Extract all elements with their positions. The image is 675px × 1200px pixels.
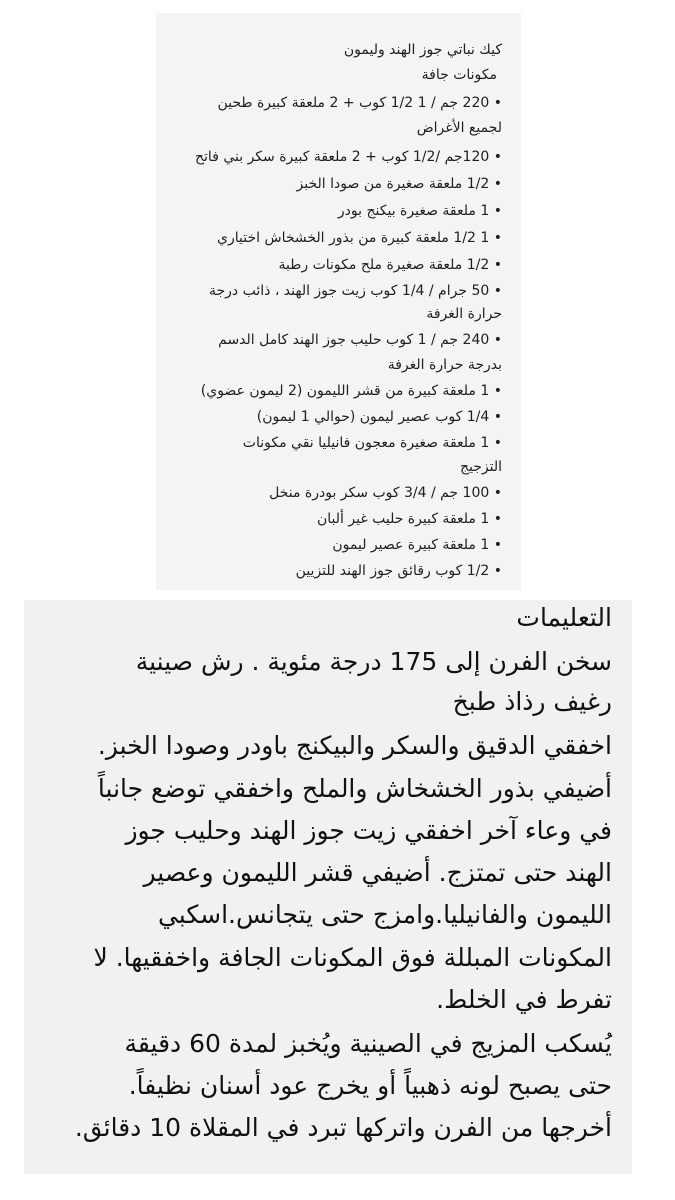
- recipe-title: كيك نباتي جوز الهند وليمون: [343, 42, 502, 58]
- section-heading-glaze: التزجيج: [459, 459, 502, 475]
- instruction-line: الليمون والفانيليا.وامزج حتى يتجانس.اسكبي: [157, 900, 612, 929]
- instruction-line: المكونات المبللة فوق المكونات الجافة واخفقيها. لا: [93, 943, 612, 972]
- instruction-line: الهند حتى تمتزج. أضيفي قشر الليمون وعصير: [143, 858, 612, 887]
- ingredient-line: • 1 ملعقة كبيرة حليب غير ألبان: [317, 511, 502, 527]
- ingredient-line-continued: حرارة الغرفة: [426, 306, 502, 322]
- ingredients-card: [156, 13, 521, 590]
- instruction-line: اخفقي الدقيق والسكر والبيكنج باودر وصودا الخبز.: [97, 731, 612, 760]
- instruction-line: أضيفي بذور الخشخاش والملح واخفقي توضع جانباً: [97, 774, 612, 803]
- ingredient-line-continued: لجميع الأغراض: [416, 120, 502, 136]
- instruction-line: تفرط في الخلط.: [436, 985, 612, 1014]
- instruction-line: حتى يصبح لونه ذهبياً أو يخرج عود أسنان نظيفاً.: [128, 1071, 612, 1100]
- ingredient-line: • 1/4 كوب عصير ليمون (حوالي 1 ليمون): [256, 409, 502, 425]
- ingredient-line: • 220 جم / 1 1/2 كوب + 2 ملعقة كبيرة طحين: [217, 95, 502, 111]
- instructions-card: [24, 600, 632, 1174]
- instruction-line: رغيف رذاذ طبخ: [452, 687, 612, 716]
- ingredient-line: • 1 ملعقة كبيرة من قشر الليمون (2 ليمون عضوي): [200, 383, 502, 399]
- ingredient-line: • 1 1/2 ملعقة كبيرة من بذور الخشخاش اختياري: [217, 230, 502, 246]
- ingredient-line-continued: بدرجة حرارة الغرفة: [387, 357, 502, 373]
- ingredient-line: • 1/2 ملعقة صغيرة ملح مكونات رطبة: [278, 257, 502, 273]
- instruction-line: في وعاء آخر اخفقي زيت جوز الهند وحليب جوز: [125, 816, 612, 845]
- ingredient-line: • 1 ملعقة كبيرة عصير ليمون: [332, 537, 502, 553]
- instruction-line: أخرجها من الفرن واتركها تبرد في المقلاة 10 دقائق.: [74, 1113, 612, 1142]
- ingredient-line: • 240 جم / 1 كوب حليب جوز الهند كامل الدسم: [218, 332, 502, 348]
- instruction-line: يُسكب المزيج في الصينية ويُخبز لمدة 60 دقيقة: [124, 1029, 612, 1058]
- instructions-heading: التعليمات: [516, 603, 612, 632]
- ingredient-line: • 1 ملعقة صغيرة معجون فانيليا نقي مكونات: [242, 435, 502, 451]
- section-heading-dry: مكونات جافة: [421, 67, 497, 83]
- ingredient-line: • 1 ملعقة صغيرة بيكنج بودر: [337, 203, 502, 219]
- ingredient-line: • 120جم /1/2 كوب + 2 ملعقة كبيرة سكر بني فاتح: [195, 149, 502, 165]
- ingredient-line: • 50 جرام / 1/4 كوب زيت جوز الهند ، ذائب درجة: [209, 283, 502, 299]
- ingredient-line: • 100 جم / 3/4 كوب سكر بودرة منخل: [269, 485, 502, 501]
- ingredient-line: • 1/2 ملعقة صغيرة من صودا الخبز: [296, 176, 502, 192]
- ingredient-line: • 1/2 كوب رقائق جوز الهند للتزيين: [295, 563, 502, 579]
- instruction-line: سخن الفرن إلى 175 درجة مئوية . رش صينية: [135, 647, 612, 676]
